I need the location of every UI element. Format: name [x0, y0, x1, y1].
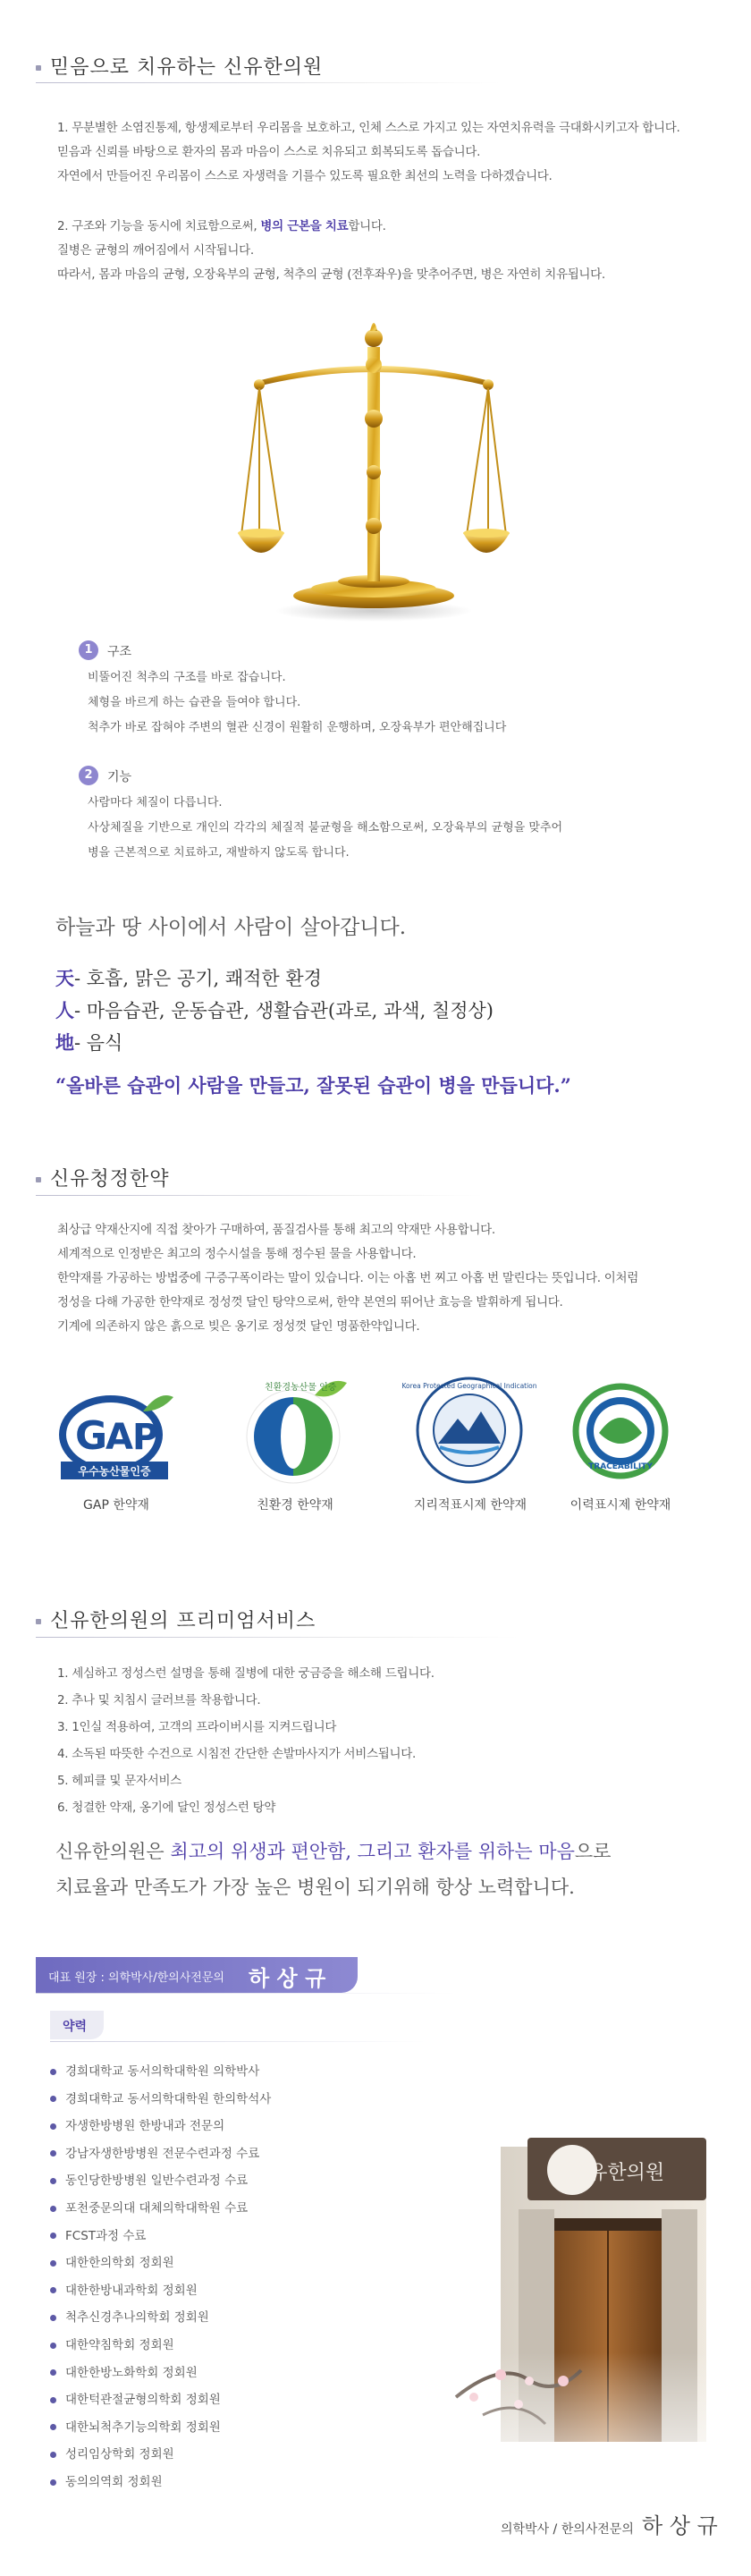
- logo-caption: 친환경 한약재: [257, 1498, 333, 1513]
- heaven-earth-heading: 하늘과 땅 사이에서 사람이 살아갑니다.: [55, 916, 407, 939]
- item-body-line: 체형을 바르게 하는 습관을 들여야 합니다.: [88, 696, 301, 709]
- premium-list: [57, 1660, 719, 1821]
- section-title-faith: 믿음으로 치유하는 신유한의원: [50, 56, 324, 79]
- career-item-text: 경희대학교 동서의학대학원 한의학석사: [65, 2091, 272, 2106]
- career-item: [50, 2061, 259, 2079]
- eco-logo-icon: [238, 1376, 354, 1488]
- tri-item-earth: [55, 1027, 494, 1059]
- item-body-line: 비뚤어진 척추의 구조를 바로 잡습니다.: [88, 671, 286, 684]
- faith-p2-suffix: 합니다.: [348, 219, 386, 233]
- career-bullet-icon: [50, 2369, 56, 2376]
- trace-logo-text: TRACEABILITY: [588, 1462, 653, 1471]
- career-item-text: 강남자생한방병원 전문수련과정 수료: [65, 2146, 260, 2161]
- director-name: 하 상 규: [249, 1965, 326, 1991]
- career-item: [50, 2362, 198, 2380]
- clinic-sign-text: 신유한의원: [569, 2162, 665, 2184]
- section-bullet-icon: [36, 65, 41, 71]
- career-item-text: 동의의역회 정회원: [65, 2475, 163, 2489]
- tri-text: - 호흡, 맑은 공기, 쾌적한 환경: [74, 968, 322, 989]
- faith-p1-line: 믿음과 신뢰를 바탕으로 환자의 몸과 마음이 스스로 치유되고 회복되도록 돕습니다.: [57, 145, 481, 159]
- career-bullet-icon: [50, 2343, 56, 2349]
- item-body-line: 병을 근본적으로 치료하고, 재발하지 않도록 합니다.: [88, 846, 350, 860]
- career-label: 약력: [63, 2020, 88, 2034]
- closing-prefix: 신유한의원은: [55, 1841, 171, 1862]
- premium-item: 5. 헤피클 및 문자서비스: [57, 1774, 181, 1788]
- director-banner: [36, 1957, 358, 1993]
- logo-caption: GAP 한약재: [83, 1498, 149, 1513]
- career-bullet-icon: [50, 2123, 56, 2130]
- svg-text:A: A: [105, 1417, 133, 1458]
- career-item-text: 척추신경추나의학회 정회원: [65, 2310, 209, 2326]
- career-item-text: 대한턱관절균형의학회 정회원: [65, 2393, 221, 2408]
- tri-char: 地: [55, 1031, 74, 1054]
- section-divider: [36, 1195, 483, 1196]
- premium-closing: [55, 1834, 611, 1905]
- career-item: [50, 2252, 174, 2270]
- geo-logo-icon: [401, 1374, 537, 1487]
- habit-quote: “올바른 습관이 사람을 만들고, 잘못된 습관이 병을 만듭니다.”: [55, 1074, 571, 1097]
- item-body-structure: [88, 665, 506, 741]
- career-item-text: 경희대학교 동서의학대학원 의학박사: [65, 2064, 260, 2079]
- section-bullet-icon: [36, 1619, 41, 1624]
- herb-line: 세계적으로 인정받은 최고의 정수시설을 통해 정수된 물을 사용합니다.: [57, 1247, 417, 1261]
- tri-item-human: [55, 995, 494, 1027]
- section-divider: [36, 82, 501, 83]
- faith-p2-highlight: 병의 근본을 치료: [260, 219, 349, 233]
- career-bullet-icon: [50, 2233, 56, 2239]
- section-divider: [36, 1637, 519, 1638]
- career-item: [50, 2198, 248, 2216]
- career-item-text: 동인당한방병원 일반수련과정 수료: [65, 2174, 249, 2189]
- item-number-badge: 1: [79, 640, 98, 660]
- tri-list: [55, 962, 494, 1059]
- career-bullet-icon: [50, 2069, 56, 2075]
- geo-logo-text: Korea Protected Geographical Indication: [401, 1382, 537, 1390]
- herb-paragraph: [57, 1218, 719, 1339]
- item-body-function: [88, 791, 562, 866]
- item-body-line: 사람마다 체질이 다릅니다.: [88, 796, 223, 809]
- career-item-text: 대한약침학회 정회원: [65, 2338, 174, 2352]
- photo-sign-name: 하 상 규: [641, 2513, 718, 2538]
- section-title-premium: 신유한의원의 프리미엄서비스: [50, 1610, 316, 1632]
- career-bullet-icon: [50, 2150, 56, 2157]
- faith-p2-line: 질병은 균형의 깨어짐에서 시작됩니다.: [57, 243, 254, 258]
- item-title-function: 기능: [107, 770, 132, 784]
- premium-item: 2. 추나 및 치침시 글러브를 착용합니다.: [57, 1693, 261, 1707]
- logo-caption: 지리적표시제 한약재: [413, 1498, 527, 1513]
- director-role: 대표 원장 : 의학박사/한의사전문의: [48, 1971, 224, 1985]
- logo-caption: 이력표시제 한약재: [570, 1498, 671, 1513]
- eco-logo-text: 친환경농산물 인증: [265, 1383, 337, 1393]
- svg-text:P: P: [132, 1417, 159, 1458]
- director-divider: [36, 1993, 456, 1994]
- tri-text: - 음식: [74, 1032, 123, 1054]
- career-item: [50, 2417, 221, 2435]
- career-item-text: 대한한방노화학회 정회원: [65, 2365, 198, 2380]
- career-item: [50, 2143, 259, 2161]
- faith-p2-line-1: [57, 215, 719, 239]
- career-item: [50, 2225, 146, 2243]
- career-bullet-icon: [50, 2397, 56, 2403]
- career-item: [50, 2471, 163, 2489]
- tri-text: - 마음습관, 운동습관, 생활습관(과로, 과색, 칠정상): [74, 1000, 494, 1021]
- career-bullet-icon: [50, 2452, 56, 2458]
- tri-char: 人: [55, 999, 74, 1021]
- herb-line: 최상급 약재산지에 직접 찾아가 구매하여, 품질검사를 통해 최고의 약재만 사용합니다.: [57, 1223, 495, 1237]
- premium-item: 4. 소독된 따뜻한 수건으로 시침전 간단한 손발마사지가 서비스됩니다.: [57, 1747, 416, 1761]
- photo-signature: [501, 2508, 718, 2539]
- career-item: [50, 2307, 209, 2325]
- premium-item: 3. 1인실 적용하여, 고객의 프라이버시를 지켜드립니다: [57, 1720, 337, 1734]
- closing-highlight: 최고의 위생과 편안함, 그리고 환자를 위하는 마음: [170, 1841, 575, 1862]
- premium-item: 6. 청결한 약재, 옹기에 달인 정성스런 탕약: [57, 1801, 276, 1815]
- career-item: [50, 2280, 198, 2298]
- gap-logo-text: 우수농산물인증: [78, 1465, 151, 1478]
- career-item-text: 성리임상학회 정회원: [65, 2447, 174, 2462]
- item-body-line: 사상체질을 기반으로 개인의 각각의 체질적 불균형을 해소함으로써, 오장육부의 균형을 맞추어: [88, 821, 563, 835]
- photo-sign-prefix: 의학박사 / 한의사전문의: [501, 2522, 634, 2537]
- career-bullet-icon: [50, 2315, 56, 2321]
- career-item-text: 대한뇌척추기능의학회 정회원: [65, 2419, 221, 2435]
- faith-paragraph-1: [57, 116, 719, 189]
- tri-char: 天: [55, 967, 74, 989]
- herb-line: 기계에 의존하지 않은 흙으로 빚은 옹기로 정성껏 달인 명품한약입니다.: [57, 1319, 420, 1334]
- closing-suffix: 으로: [574, 1841, 612, 1862]
- career-bullet-icon: [50, 2178, 56, 2184]
- career-item-text: 자생한방병원 한방내과 전문의: [65, 2119, 225, 2134]
- career-bullet-icon: [50, 2424, 56, 2430]
- career-item-text: 대한한의학회 정회원: [65, 2256, 174, 2271]
- svg-text:G: G: [75, 1413, 108, 1459]
- career-bullet-icon: [50, 2260, 56, 2267]
- faith-p2-line: 따라서, 몸과 마음의 균형, 오장육부의 균형, 척추의 균형 (전후좌우)을 맞추어주면, 병은 자연히 치유됩니다.: [57, 267, 605, 282]
- premium-closing-line-1: [55, 1834, 611, 1869]
- item-number-badge: 2: [79, 766, 98, 785]
- career-item: [50, 2089, 271, 2106]
- career-bullet-icon: [50, 2096, 56, 2102]
- section-title-herb: 신유청정한약: [50, 1168, 170, 1191]
- item-body-line: 척추가 바로 잡혀야 주변의 혈관 신경이 원활히 운행하며, 오장육부가 편안해집니다: [88, 721, 507, 734]
- section-bullet-icon: [36, 1177, 41, 1182]
- herb-line: 한약재를 가공하는 방법중에 구증구폭이라는 말이 있습니다. 이는 아홉 번 찌고 아홉 번 말린다는 뜻입니다. 이처럼: [57, 1271, 638, 1285]
- career-item-text: 포천중문의대 대체의학대학원 수료: [65, 2201, 249, 2216]
- career-item-text: FCST과정 수료: [65, 2228, 147, 2243]
- career-bullet-icon: [50, 2206, 56, 2212]
- gap-logo-icon: [54, 1385, 179, 1483]
- faith-p1-line: 1. 무분별한 소염진통제, 항생제로부터 우리몸을 보호하고, 인체 스스로 가지고 있는 자연치유력을 극대화시키고자 합니다.: [57, 121, 680, 135]
- clinic-entrance-photo: [447, 2129, 715, 2504]
- career-label-box: [50, 2011, 104, 2039]
- faith-p1-line: 자연에서 만들어진 우리몸이 스스로 자생력을 기를수 있도록 필요한 최선의 노력을 다하겠습니다.: [57, 169, 553, 183]
- career-item: [50, 2389, 221, 2407]
- herb-line: 정성을 다해 가공한 한약재로 정성껏 달인 탕약으로써, 한약 본연의 뛰어난 효능을 발휘하게 됩니다.: [57, 1295, 563, 1309]
- balance-scale-illustration: [240, 311, 508, 624]
- item-title-structure: 구조: [107, 645, 132, 659]
- premium-closing-line-2: 치료율과 만족도가 가장 높은 병원이 되기위해 항상 노력합니다.: [55, 1877, 575, 1898]
- trace-logo-icon: [567, 1377, 674, 1487]
- career-item: [50, 2115, 224, 2133]
- career-item: [50, 2170, 248, 2188]
- career-item-text: 대한한방내과학회 정회원: [65, 2283, 198, 2298]
- career-bullet-icon: [50, 2287, 56, 2293]
- premium-item: 1. 세심하고 정성스런 설명을 통해 질병에 대한 궁금증을 해소해 드립니다.: [57, 1666, 435, 1681]
- faith-p2-prefix: 2. 구조와 기능을 동시에 치료함으로써,: [57, 219, 261, 233]
- career-divider: [50, 2041, 426, 2042]
- career-item: [50, 2334, 174, 2352]
- career-item: [50, 2444, 174, 2462]
- tri-item-heaven: [55, 962, 494, 995]
- career-bullet-icon: [50, 2479, 56, 2486]
- faith-paragraph-2: [57, 215, 719, 287]
